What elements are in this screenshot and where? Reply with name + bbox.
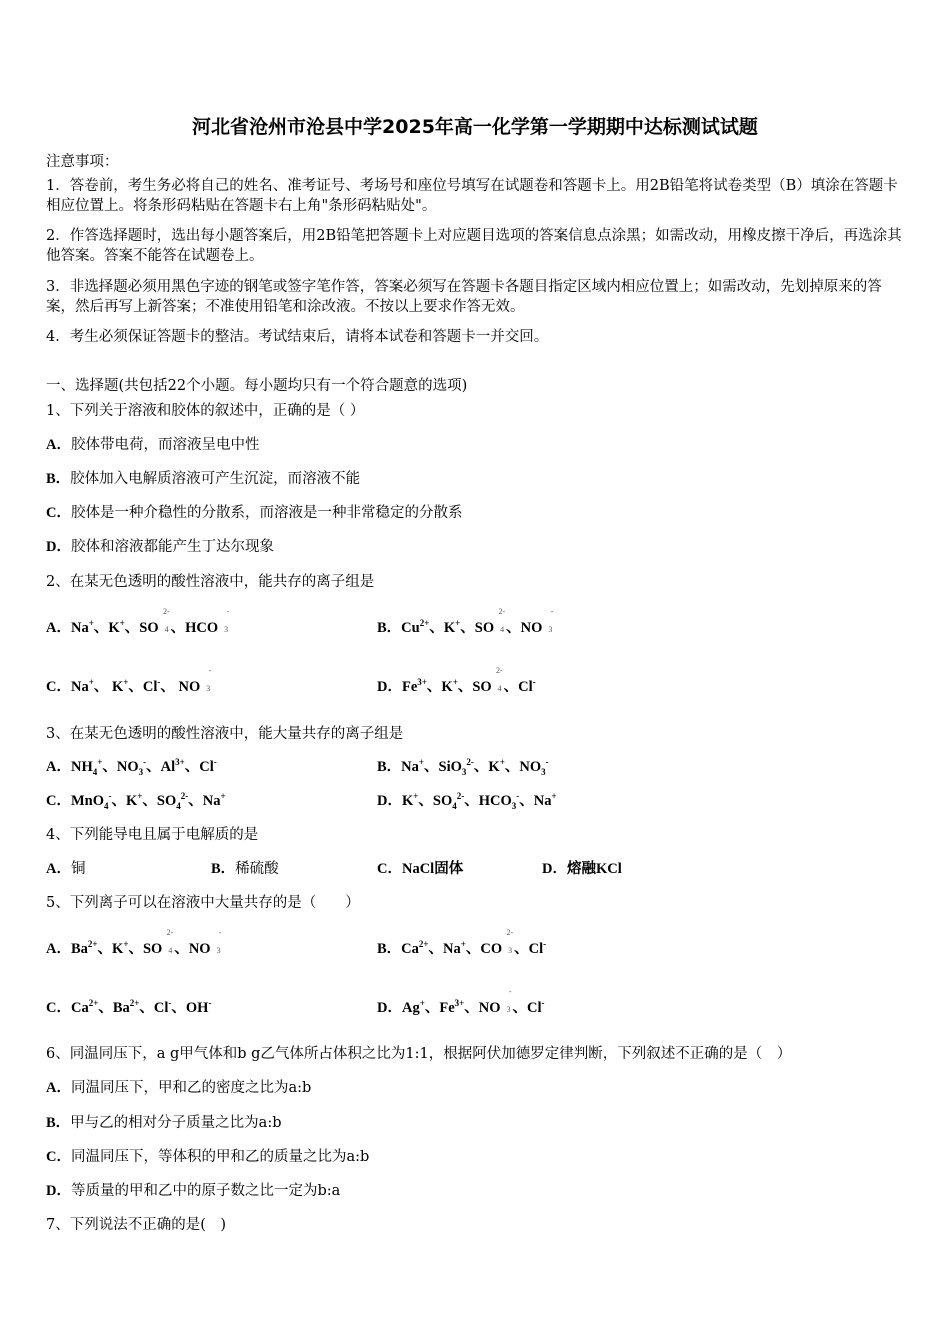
notice-item-1: 1．答卷前，考生务必将自己的姓名、准考证号、考场号和座位号填写在试题卷和答题卡上。用2B铅笔将试卷类型（B）填涂在答题卡相应位置上。将条形码粘贴在答题卡右上角"条形码粘贴处"。: [46, 178, 898, 214]
q5-option-b: B．$Ca^{2+}$、Na+、CO 2- 3 、Cl-: [377, 928, 547, 957]
q3-option-c: C．MnO$_4$-、K+、$SO_4^{2-}$、Na+: [46, 791, 226, 811]
page-title: 河北省沧州市沧县中学2025年高一化学第一学期期中达标测试试题: [192, 116, 758, 138]
q1-option-a: [46, 435, 259, 455]
notice-item-3: 3．非选择题必须用黑色字迹的钢笔或签字笔作答，答案必须写在答题卡各题目指定区域内相应位置上；如需改动，先划掉原来的答案，然后再写上新答案；不准使用铅笔和涂改液。不按以上要求作答无效。: [46, 279, 882, 315]
q1-stem: 1、下列关于溶液和胶体的叙述中，正确的是（ ）: [46, 403, 365, 419]
option-text: 熔融KCl: [566, 861, 622, 877]
q2-option-c: C．Na+、 K+、Cl-、 NO - 3: [46, 666, 212, 695]
q2-option-a: A．Na+、K+、SO 2- 4 、HCO - 3: [46, 607, 230, 636]
notice-item-4: 4．考生必须保证答题卡的整洁。考试结束后，请将本试卷和答题卡一并交回。: [46, 329, 549, 345]
q3-option-d: D．K+、$SO_4^{2-}$、$HCO_3^-$、Na+: [377, 791, 557, 811]
option-text: 同温同压下，甲和乙的密度之比为a:b: [70, 1080, 312, 1096]
option-label: D．: [46, 539, 71, 555]
option-text: 甲与乙的相对分子质量之比为a:b: [70, 1115, 282, 1131]
q3-option-a: A．$NH_4^+$、$NO_3^-$、$Al^{3+}$、Cl-: [46, 757, 217, 777]
option-label: B．: [46, 1115, 71, 1131]
q5-option-c: C．$Ca^{2+}$、$Ba^{2+}$、Cl-、OH-: [46, 998, 212, 1016]
option-text: 铜: [70, 861, 86, 877]
q6-stem: 6、同温同压下，a g甲气体和b g乙气体所占体积之比为1:1，根据阿伏加德罗定律判断，下列叙述不正确的是（ ）: [46, 1046, 792, 1062]
option-label: A．: [46, 437, 71, 453]
q5-option-d: D．Ag+、$Fe^{3+}$、NO - 3 、Cl-: [377, 987, 545, 1016]
q1-option-b: [46, 469, 360, 489]
q5-option-a: A．$Ba^{2+}$、K+、SO 2- 4 、NO - 3: [46, 928, 222, 957]
notice-heading: 注意事项：: [46, 154, 119, 170]
q6-option-d: [46, 1181, 340, 1201]
q2-stem: 2、在某无色透明的酸性溶液中，能共存的离子组是: [46, 574, 375, 590]
q5-stem: 5、下列离子可以在溶液中大量共存的是（ ）: [46, 895, 360, 911]
option-label: B．: [46, 471, 71, 487]
q6-option-a: [46, 1078, 311, 1098]
q4-option-b: [211, 859, 279, 879]
option-text: 胶体带电荷，而溶液呈电中性: [70, 437, 260, 453]
q6-option-b: [46, 1113, 281, 1133]
option-text: 同温同压下，等体积的甲和乙的质量之比为a:b: [70, 1149, 370, 1165]
q3-stem: 3、在某无色透明的酸性溶液中，能大量共存的离子组是: [46, 726, 404, 742]
option-text: 胶体加入电解质溶液可产生沉淀，而溶液不能: [70, 471, 361, 487]
option-label: A．: [46, 1080, 71, 1096]
section-heading: 一、选择题(共包括22个小题。每小题均只有一个符合题意的选项): [46, 378, 468, 394]
q6-option-c: [46, 1147, 369, 1167]
q4-option-a: [46, 859, 85, 879]
q2-option-b: B．$Cu^{2+}$、K+、SO 2- 4 、NO - 3: [377, 607, 554, 636]
option-label: C．: [46, 1149, 71, 1165]
q2-option-d: D．$Fe^{3+}$、K+、SO 2- 4 、Cl-: [377, 666, 536, 695]
notice-item-2: 2．作答选择题时，选出每小题答案后，用2B铅笔把答题卡上对应题目选项的答案信息点涂黑；如需改动，用橡皮擦干净后，再选涂其他答案。答案不能答在试题卷上。: [46, 228, 902, 264]
q1-option-d: [46, 537, 274, 557]
q4-stem: 4、下列能导电且属于电解质的是: [46, 827, 259, 843]
option-label: C．: [377, 861, 402, 877]
q7-stem: 7、下列说法不正确的是( ): [46, 1217, 227, 1233]
option-label: A．: [46, 861, 71, 877]
option-label: D．: [542, 861, 567, 877]
q4-option-d: [542, 859, 622, 879]
option-label: B．: [211, 861, 236, 877]
q4-option-c: [377, 859, 463, 879]
q1-option-c: [46, 503, 462, 523]
option-text: 胶体和溶液都能产生丁达尔现象: [70, 539, 274, 555]
q3-option-b: B．Na+、SiO$_3^{2-}$、K+、$NO_3^-$: [377, 757, 549, 777]
option-label: C．: [46, 505, 71, 521]
option-text: 稀硫酸: [235, 861, 279, 877]
option-text: NaCl固体: [401, 861, 464, 877]
option-text: 等质量的甲和乙中的原子数之比一定为b:a: [70, 1183, 341, 1199]
option-text: 胶体是一种介稳性的分散系，而溶液是一种非常稳定的分散系: [70, 505, 463, 521]
option-label: D．: [46, 1183, 71, 1199]
